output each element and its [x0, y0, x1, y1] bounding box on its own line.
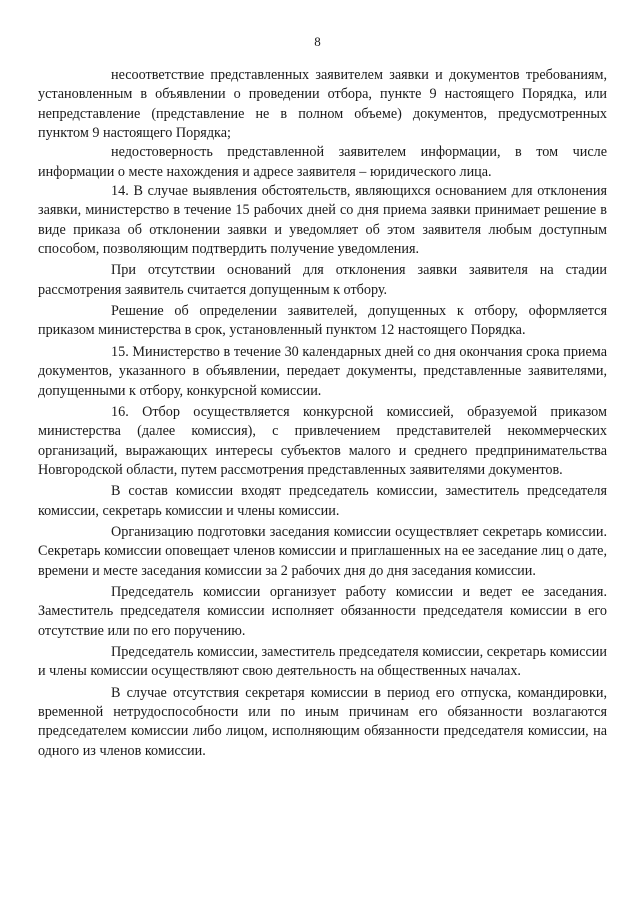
paragraph-decision-on-applicants: Решение об определении заявителей, допущенных к отбору, оформляется приказом министерства в срок, установленный пунктом 12 настоящего Порядка.: [38, 303, 607, 339]
paragraph-item-14: 14. В случае выявления обстоятельств, являющихся основанием для отклонения заявки, министерство в течение 15 рабочих дней со дня приема заявки принимает решение в виде приказа об отклонении заявки и уведомляет об этом заявителя любым доступным способом, позволяющим подтвердить получение уведомления.: [38, 183, 607, 258]
paragraph-item-16: 16. Отбор осуществляется конкурсной комиссией, образуемой приказом министерства (далее комиссия), с привлечением представителей некоммерческих организаций, выражающих интересы субъектов малого и среднего предпринимательства Новгородской области, путем рассмотрения представленных заявителями документов.: [38, 403, 607, 478]
paragraph-admitted-to-selection: При отсутствии оснований для отклонения заявки заявителя на стадии рассмотрения заявитель считается допущенным к отбору.: [38, 262, 607, 298]
paragraph-noncompliance: несоответствие представленных заявителем заявки и документов требованиям, установленным в объявлении о проведении отбора, пункте 9 настоящего Порядка, или непредставление (представление не в полном объеме) документов, предусмотренных пунктом 9 настоящего Порядка;: [38, 67, 607, 142]
paragraph-commission-composition: В состав комиссии входят председатель комиссии, заместитель председателя комиссии, секретарь комиссии и члены комиссии.: [38, 483, 607, 519]
paragraph-chairman-duties: Председатель комиссии организует работу комиссии и ведет ее заседания. Заместитель председателя комиссии исполняет обязанности председателя комиссии в его отсутствие или по его поручению.: [38, 583, 607, 639]
paragraph-item-15: 15. Министерство в течение 30 календарных дней со дня окончания срока приема документов, указанного в объявлении, передает документы, представленные заявителями, допущенными к отбору, конкурсной комиссии.: [38, 343, 607, 399]
paragraph-meeting-organization: Организацию подготовки заседания комиссии осуществляет секретарь комиссии. Секретарь комиссии оповещает членов комиссии и приглашенных на ее заседание лиц о дате, времени и месте заседания комиссии за 2 рабочих дня до дня заседания комиссии.: [38, 523, 607, 579]
paragraph-voluntary-basis: Председатель комиссии, заместитель председателя комиссии, секретарь комиссии и члены комиссии осуществляют свою деятельность на общественных началах.: [38, 643, 607, 680]
page-number: 8: [314, 34, 321, 49]
paragraph-secretary-absence: В случае отсутствия секретаря комиссии в период его отпуска, командировки, временной нетрудоспособности или по иным причинам его обязанности возлагаются председателем комиссии либо лицом, исполняющим обязанности председателя комиссии, на одного из членов комиссии.: [38, 684, 607, 759]
paragraph-false-information: недостоверность представленной заявителем информации, в том числе информации о месте нахождения и адресе заявителя – юридического лица.: [38, 144, 607, 180]
